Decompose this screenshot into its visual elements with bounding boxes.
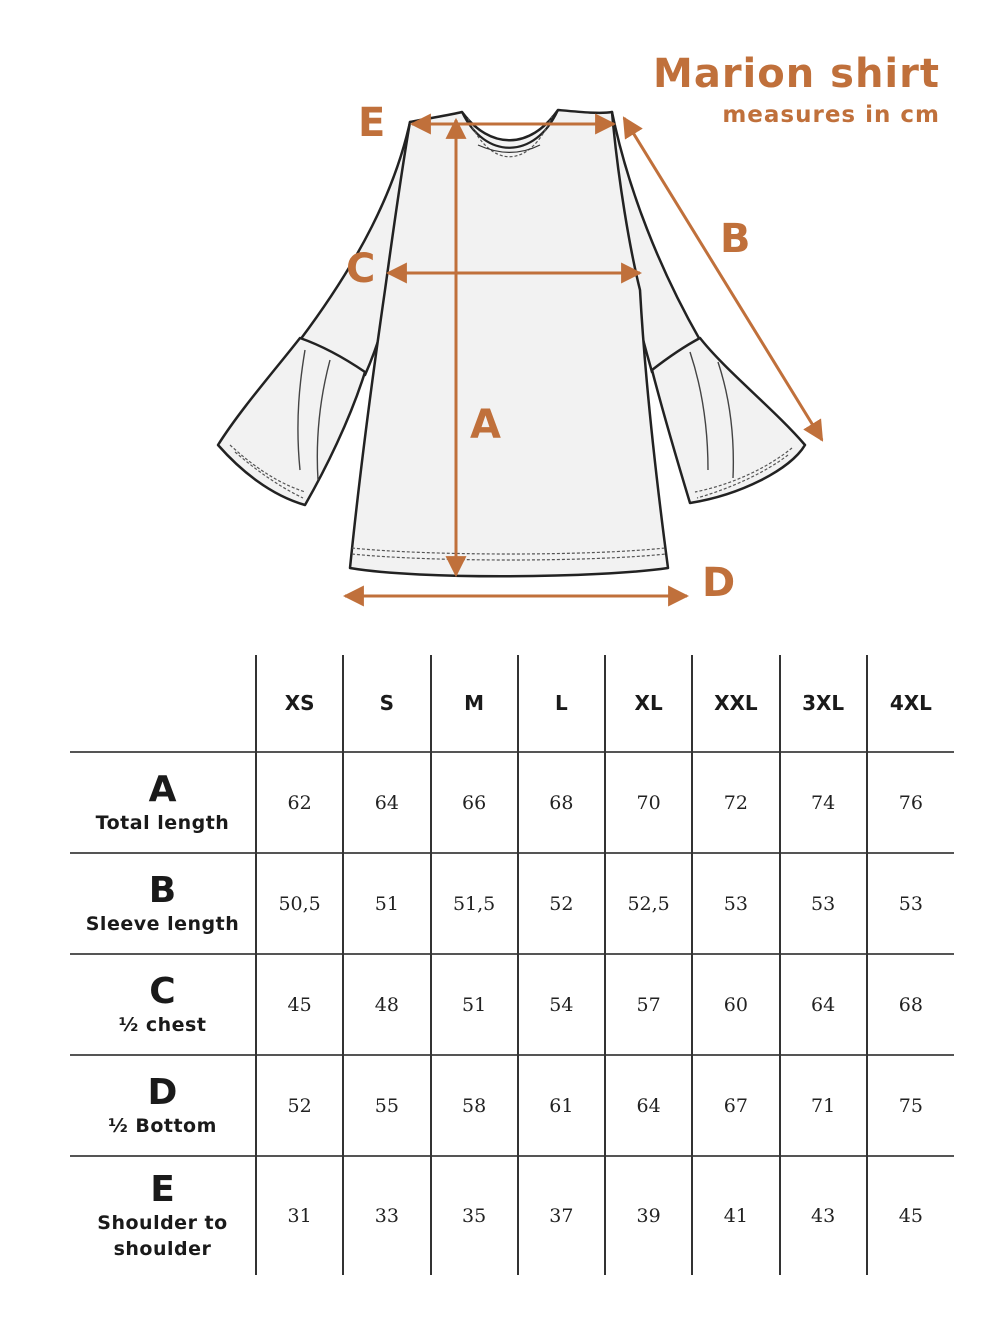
size-header: XL <box>605 655 692 752</box>
table-cell: 31 <box>256 1156 343 1275</box>
measure-label-c: C <box>346 246 376 292</box>
row-letter: D <box>147 1071 178 1113</box>
table-cell: 67 <box>692 1055 779 1156</box>
table-cell: 50,5 <box>256 853 343 954</box>
table-row <box>70 1055 954 1156</box>
table-row <box>70 853 954 954</box>
row-header <box>70 853 256 954</box>
row-letter: C <box>149 970 176 1012</box>
size-header: XS <box>256 655 343 752</box>
row-letter: E <box>150 1169 175 1210</box>
table-cell: 45 <box>256 954 343 1055</box>
table-cell: 54 <box>518 954 605 1055</box>
table-cell: 51 <box>431 954 518 1055</box>
table-cell: 48 <box>343 954 430 1055</box>
row-header <box>70 752 256 853</box>
table-cell: 76 <box>867 752 954 853</box>
table-cell: 53 <box>692 853 779 954</box>
table-cell: 58 <box>431 1055 518 1156</box>
table-cell: 52 <box>518 853 605 954</box>
row-header <box>70 954 256 1055</box>
row-label: ½ Bottom <box>108 1114 217 1137</box>
table-cell: 68 <box>867 954 954 1055</box>
size-header: 4XL <box>867 655 954 752</box>
table-cell: 53 <box>780 853 867 954</box>
table-corner <box>70 655 256 752</box>
table-cell: 39 <box>605 1156 692 1275</box>
row-label: ½ chest <box>118 1013 207 1036</box>
row-header <box>70 1156 256 1275</box>
table-cell: 52 <box>256 1055 343 1156</box>
size-header: XXL <box>692 655 779 752</box>
table-cell: 55 <box>343 1055 430 1156</box>
table-cell: 72 <box>692 752 779 853</box>
table-cell: 74 <box>780 752 867 853</box>
table-cell: 57 <box>605 954 692 1055</box>
page-title: Marion shirt <box>653 51 940 97</box>
table-cell: 53 <box>867 853 954 954</box>
row-letter: B <box>148 869 177 911</box>
measure-label-e: E <box>358 100 386 146</box>
table-cell: 61 <box>518 1055 605 1156</box>
size-header: 3XL <box>780 655 867 752</box>
table-cell: 64 <box>605 1055 692 1156</box>
table-cell: 51 <box>343 853 430 954</box>
table-cell: 70 <box>605 752 692 853</box>
table-cell: 45 <box>867 1156 954 1275</box>
row-label: Total length <box>95 811 230 834</box>
measure-label-b: B <box>720 216 751 262</box>
table-cell: 66 <box>431 752 518 853</box>
page-subtitle: measures in cm <box>722 102 940 128</box>
row-header <box>70 1055 256 1156</box>
table-row <box>70 1156 954 1275</box>
table-row <box>70 954 954 1055</box>
table-cell: 51,5 <box>431 853 518 954</box>
table-cell: 37 <box>518 1156 605 1275</box>
row-letter: A <box>148 768 177 810</box>
table-cell: 33 <box>343 1156 430 1275</box>
table-cell: 35 <box>431 1156 518 1275</box>
table-cell: 64 <box>780 954 867 1055</box>
table-cell: 75 <box>867 1055 954 1156</box>
table-cell: 62 <box>256 752 343 853</box>
table-cell: 68 <box>518 752 605 853</box>
row-label: Sleeve length <box>85 912 240 935</box>
table-cell: 64 <box>343 752 430 853</box>
size-header: S <box>343 655 430 752</box>
table-cell: 60 <box>692 954 779 1055</box>
size-header-row <box>70 655 954 752</box>
measure-label-d: D <box>702 560 736 606</box>
table-cell: 71 <box>780 1055 867 1156</box>
table-cell: 52,5 <box>605 853 692 954</box>
size-header: L <box>518 655 605 752</box>
table-cell: 41 <box>692 1156 779 1275</box>
measure-label-a: A <box>470 402 501 448</box>
size-table <box>70 655 954 1275</box>
row-label: Shoulder to shoulder <box>97 1212 228 1260</box>
garment-diagram <box>0 0 1002 640</box>
table-row <box>70 752 954 853</box>
table-cell: 43 <box>780 1156 867 1275</box>
size-header: M <box>431 655 518 752</box>
